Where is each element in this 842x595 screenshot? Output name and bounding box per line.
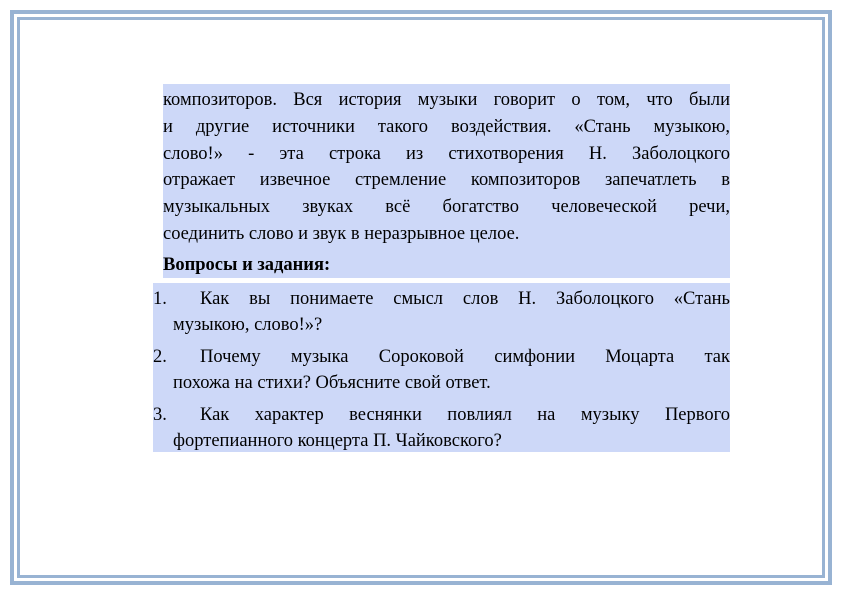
question-item (153, 402, 730, 454)
question-item (153, 344, 730, 396)
question-item (153, 286, 730, 338)
question-number: 3. (153, 405, 167, 425)
question-text-line1: Почему музыка Сороковой симфонии Моцарта так (200, 347, 730, 367)
question-number: 1. (153, 289, 167, 309)
question-text-line2: похожа на стихи? Объясните свой ответ. (173, 373, 491, 393)
paragraph-line: музыкальных звуках всё богатство человеческой речи, (163, 197, 730, 218)
question-text-line1: Как характер веснянки повлиял на музыку Первого (200, 405, 730, 425)
question-text-line2: фортепианного концерта П. Чайковского? (173, 431, 502, 451)
paragraph-line: композиторов. Вся история музыки говорит о том, что были (163, 90, 730, 110)
question-text-line2: музыкою, слово!»? (173, 315, 323, 335)
paragraph-line: слово!» - эта строка из стихотворения Н. Заболоцкого (163, 143, 730, 164)
question-text-line1: Как вы понимаете смысл слов Н. Заболоцкого «Стань (200, 289, 730, 309)
paragraph-line: и другие источники такого воздействия. «Стань музыкою, (163, 116, 730, 137)
question-number: 2. (153, 347, 167, 367)
paragraph-line: соединить слово и звук в неразрывное целое. (163, 223, 520, 244)
body-paragraph (163, 87, 730, 248)
questions-heading: Вопросы и задания: (163, 255, 331, 275)
paragraph-line: отражает извечное стремление композиторов запечатлеть в (163, 170, 730, 191)
